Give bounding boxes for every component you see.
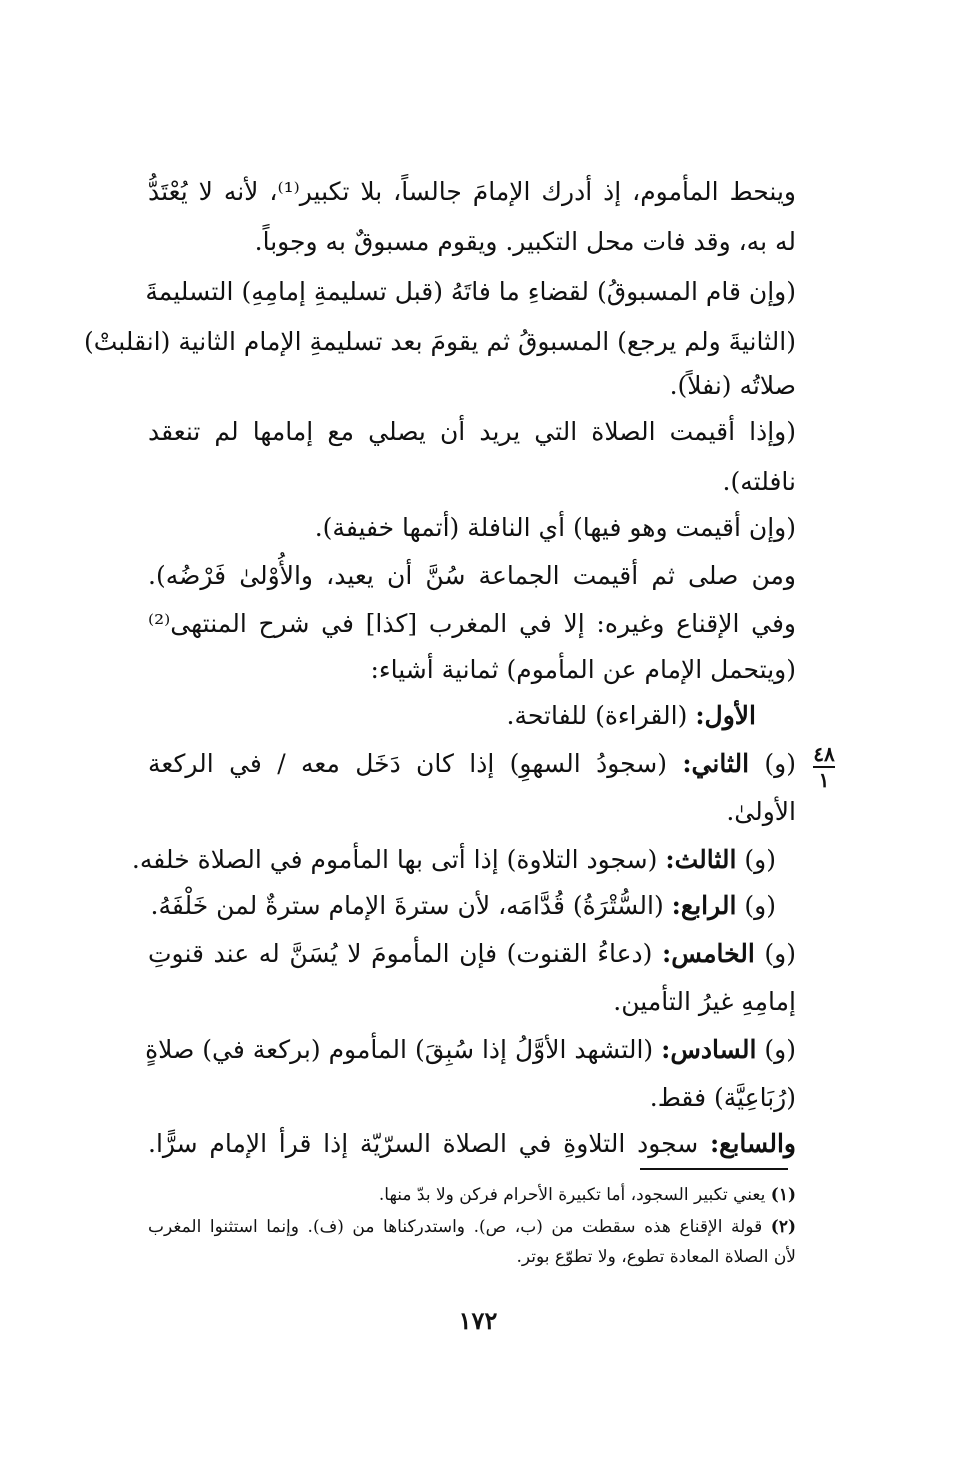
text-line: (ويتحمل الإمام عن المأموم) ثمانية أشياء: — [370, 655, 796, 684]
text-line — [148, 1124, 796, 1164]
text-line: وفي الإقناع وغيره: إلا في المغرب [كذا] في شرح المنتهى⁽²⁾ — [148, 609, 796, 638]
item-text: (سجود التلاوة) إذا أتى بها المأموم في الصلاة خلفه. — [131, 845, 666, 874]
text-line — [145, 1030, 796, 1070]
folio-side: ١ — [818, 768, 830, 792]
text-line: (رُبَاعِيَّة) فقط. — [649, 1083, 796, 1112]
item-text: (التشهد الأوَّلُ إذا سُبِقَ) المأموم (بركعة في) صلاةٍ — [145, 1035, 662, 1064]
item-label: والسابع: — [709, 1129, 796, 1158]
text-line: صلاتُه (نفلاً). — [669, 371, 796, 400]
page-number: ١٧٢ — [458, 1306, 498, 1335]
footnote-text: قولة الإقناع هذه سقطت من (ب، ص). واستدركناها من (ف). وإنما استثنوا المغرب — [148, 1217, 771, 1237]
text-line: وينحط المأموم، إذ أدرك الإمامَ جالساً، بلا تكبير⁽¹⁾، لأنه لا يُعْتَدُّ — [148, 177, 796, 206]
text-line: الأولىٰ. — [726, 797, 796, 826]
text-line — [148, 744, 796, 784]
item-text: (دعاءُ القنوت) فإن المأمومَ لا يُسَنَّ له عند قنوتِ — [148, 939, 662, 968]
item-text: (السُّتْرَةُ) قُدَّامَه، لأن سترةَ الإمام سترةٌ لمن خَلْفَهُ. — [150, 891, 672, 920]
footnote-text: يعني تكبير السجود، أما تكبيرة الأحرام فركن ولا بدّ منها. — [378, 1185, 771, 1205]
text-line — [131, 840, 796, 880]
item-prefix: (و) — [756, 1035, 796, 1064]
footnote-2 — [148, 1212, 796, 1242]
item-label: الثالث: — [665, 845, 737, 874]
folio-number: ٤٨ — [813, 742, 835, 766]
text-line: نافلته). — [722, 467, 796, 496]
item-label: الثاني: — [682, 749, 750, 778]
item-prefix: (و) — [736, 891, 776, 920]
manuscript-folio-marker — [806, 744, 842, 790]
item-text: (القراءة) للفاتحة. — [506, 701, 696, 730]
footnote-mark: (١) — [770, 1185, 796, 1205]
text-line: (وإذا أقيمت الصلاة التي يريد أن يصلي مع إمامها لم تنعقد — [148, 417, 796, 446]
text-line: (وإن أقيمت وهو فيها) أي النافلة (أتمها خفيفة). — [314, 513, 796, 542]
text-line: (الثانيةَ ولم يرجع) المسبوقُ ثم يقومَ بعد تسليمةِ الإمام الثانية (انقلبتْ) — [83, 327, 796, 356]
item-text: سجود التلاوةِ في الصلاة السرّيّة إذا قرأ الإمام سرًّا. — [148, 1129, 710, 1158]
footnote-mark: (٢) — [770, 1217, 796, 1237]
text-line — [148, 696, 796, 736]
footnote-separator — [640, 1168, 788, 1170]
item-text: (سجودُ السهوِ) إذا كان دَخَل معه / في الركعة — [148, 749, 683, 778]
item-prefix: (و) — [749, 749, 796, 778]
item-label: الرابع: — [671, 891, 737, 920]
item-prefix: (و) — [754, 939, 796, 968]
text-line: له به، وقد فات محل التكبير. ويقوم مسبوقٌ به وجوباً. — [254, 227, 796, 256]
footnote-1 — [148, 1180, 796, 1210]
item-prefix: (و) — [736, 845, 776, 874]
item-label: الخامس: — [662, 939, 755, 968]
text-line: (وإن قام المسبوقُ) لقضاءِ ما فاتَهُ (قبل تسليمةِ إمامِهِ) التسليمةَ — [145, 277, 796, 306]
item-label: السادس: — [661, 1035, 757, 1064]
text-line: إمامِهِ غيرُ التأمين. — [613, 987, 796, 1016]
text-line: ومن صلى ثم أقيمت الجماعة سُنَّ أن يعيد، والأُوْلىٰ فَرْضُه). — [148, 561, 796, 590]
text-line — [148, 934, 796, 974]
item-label: الأول: — [695, 701, 756, 730]
footnote-2-continuation: لأن الصلاة المعادة تطوع، ولا تطوّع بوتر. — [516, 1247, 796, 1267]
text-line — [148, 886, 796, 926]
